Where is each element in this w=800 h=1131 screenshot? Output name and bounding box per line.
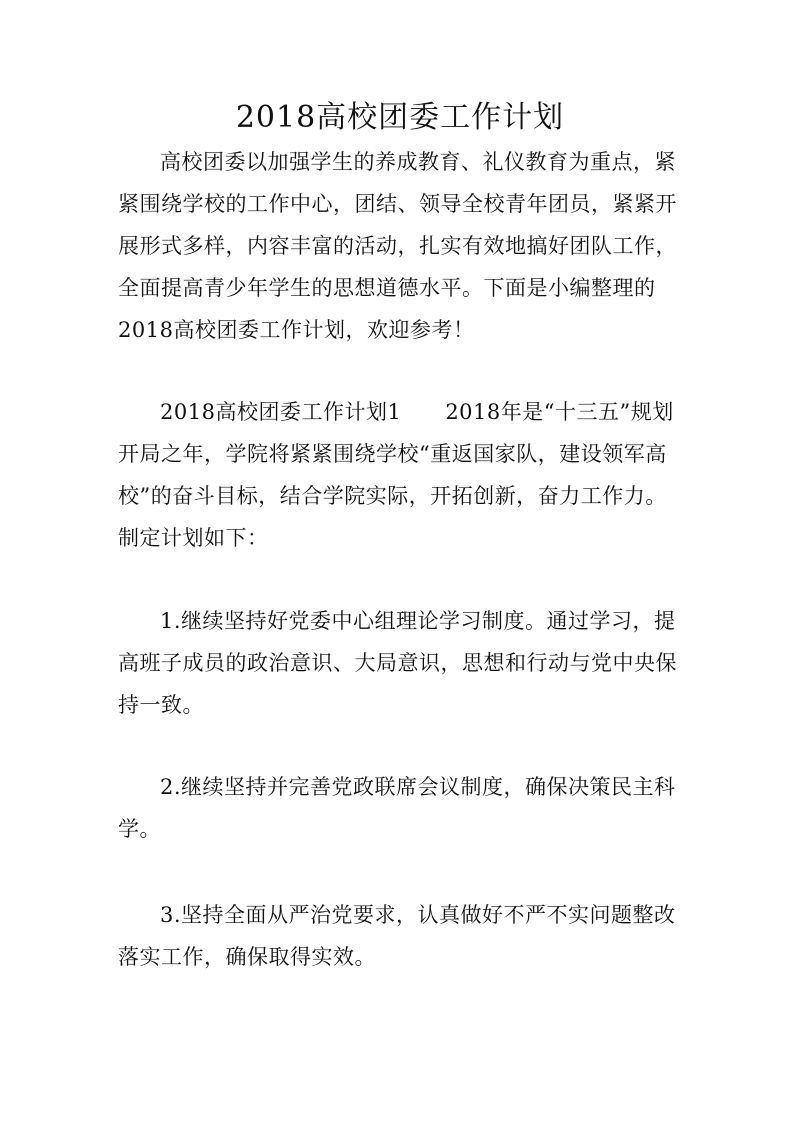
intro-paragraph: 高校团委以加强学生的养成教育、礼仪教育为重点，紧紧围绕学校的工作中心，团结、领导全校青年团员，紧紧开展形式多样，内容丰富的活动，扎实有效地搞好团队工作，全面提高青少年学生的思想道德水平。下面是小编整理的2018高校团委工作计划，欢迎参考！ [118,150,677,342]
plan-item-2: 2.继续坚持并完善党政联席会议制度，确保决策民主科学。 [118,775,676,841]
plan-paragraph [118,391,684,559]
plan-item-3: 3.坚持全面从严治党要求，认真做好不严不实问题整改落实工作，确保取得实效。 [118,903,676,969]
plan-item-1: 1.继续坚持好党委中心组理论学习制度。通过学习，提高班子成员的政治意识、大局意识，思想和行动与党中央保持一致。 [118,609,677,717]
plan-intro-text: 2018年是“十三五”规划开局之年，学院将紧紧围绕学校“重返国家队，建设领军高校”的奋斗目标，结合学院实际，开拓创新，奋力工作力。制定计划如下： [118,400,674,550]
document-title: 2018高校团委工作计划 [235,100,565,135]
plan-heading: 2018高校团委工作计划1 [160,400,402,424]
